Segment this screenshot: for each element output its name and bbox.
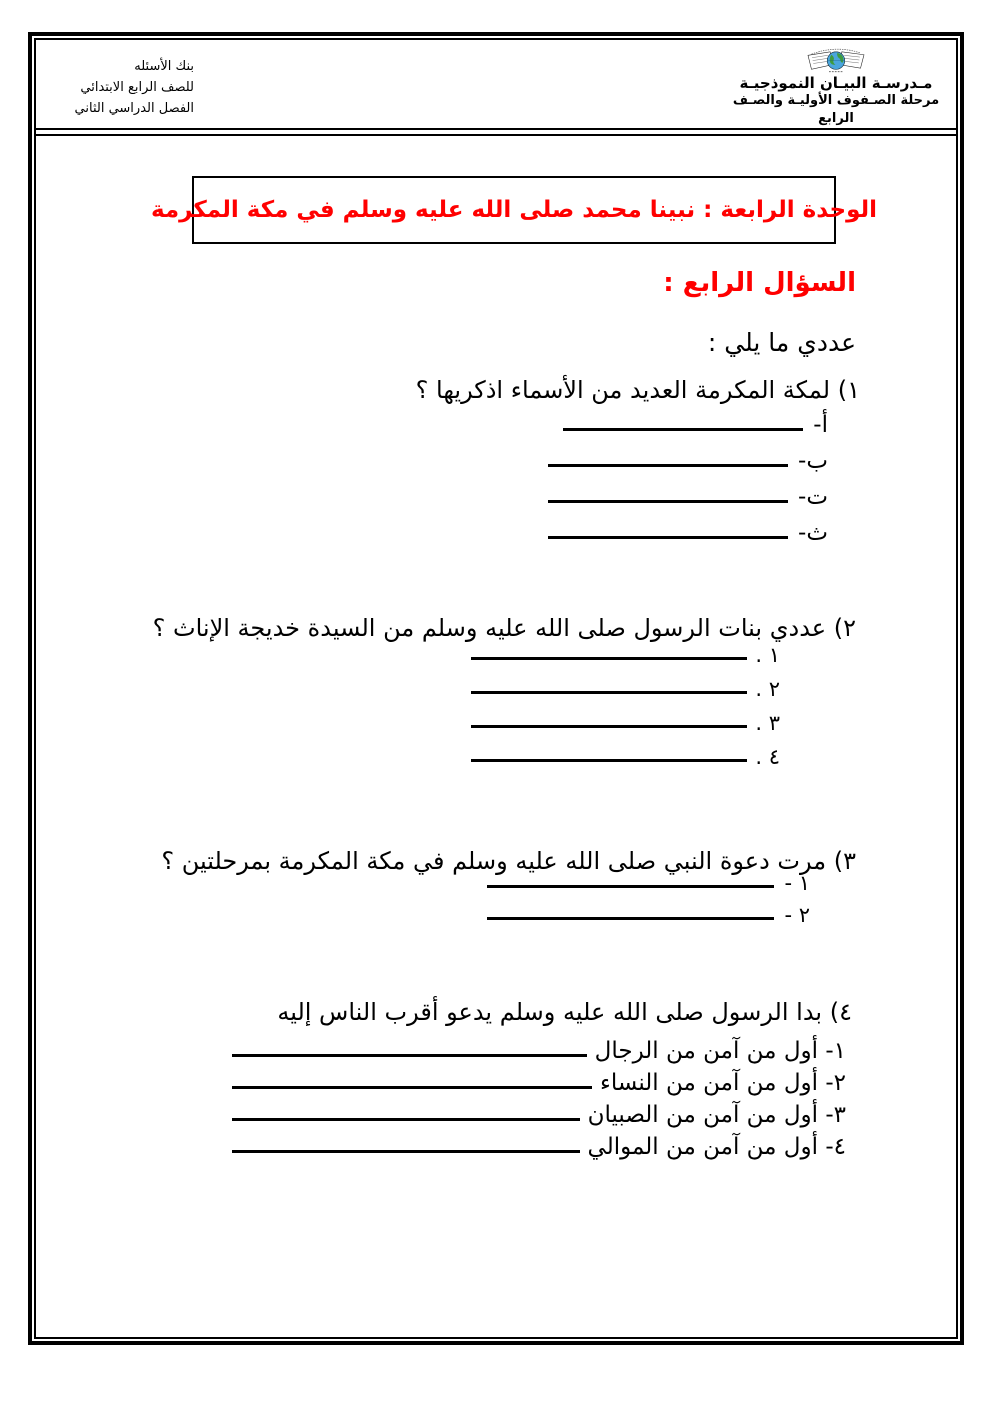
blank-row: [232, 1128, 846, 1160]
question-2-text: ٢) عددي بنات الرسول صلى الله عليه وسلم من السيدة خديجة الإناث ؟: [152, 614, 856, 642]
section-intro: عددي ما يلي :: [707, 328, 856, 357]
blank-label: أ-: [813, 412, 828, 438]
bank-line-2: للصف الرابع الابتدائي: [80, 80, 194, 95]
question-3-text: ٣) مرت دعوة النبي صلى الله عليه وسلم في مكة المكرمة بمرحلتين ؟: [161, 847, 856, 875]
page-header: [36, 40, 956, 130]
blank-row: [471, 667, 780, 701]
blank-row: [471, 735, 780, 769]
answer-line: [471, 759, 747, 762]
blank-row: [471, 633, 780, 667]
answer-line: [487, 885, 774, 888]
worksheet-body: [36, 134, 956, 1337]
item-label: ٤- أول من آمن من الموالي: [587, 1134, 846, 1160]
item-label: ١- أول من آمن من الرجال: [594, 1038, 846, 1064]
blank-label: ث-: [798, 520, 828, 546]
question-3-blanks: [487, 863, 810, 927]
unit-title: الوحدة الرابعة : نبينا محمد صلى الله عليه وسلم في مكة المكرمة: [150, 197, 878, 223]
blank-label: ٣ .: [755, 711, 780, 735]
item-label: ٢- أول من آمن من النساء: [600, 1070, 846, 1096]
item-label: ٣- أول من آمن من الصبيان: [587, 1102, 846, 1128]
question-2-blanks: [471, 633, 780, 769]
blank-row: [232, 1064, 846, 1096]
question-1-blanks: [548, 402, 828, 546]
blank-row: [548, 402, 828, 438]
blank-row: [232, 1096, 846, 1128]
answer-line: [563, 428, 803, 431]
answer-line: [232, 1150, 580, 1153]
blank-row: [548, 510, 828, 546]
answer-line: [548, 500, 788, 503]
blank-label: ١ -: [784, 871, 810, 895]
page-border: [28, 32, 964, 1345]
question-4-text: ٤) بدا الرسول صلى الله عليه وسلم يدعو أقرب الناس إليه: [277, 998, 852, 1026]
blank-label: ٢ -: [784, 903, 810, 927]
blank-row: [487, 895, 810, 927]
answer-line: [232, 1086, 592, 1089]
blank-label: ٢ .: [755, 677, 780, 701]
blank-row: [487, 863, 810, 895]
section-label: السؤال الرابع :: [663, 268, 856, 298]
answer-line: [232, 1054, 587, 1057]
answer-line: [548, 464, 788, 467]
school-stage: مرحلة الصـفوف الأوليـة والصـف الرابع: [732, 93, 940, 126]
answer-line: [548, 536, 788, 539]
school-block: [720, 46, 952, 128]
bank-line-1: بنك الأسئله: [134, 59, 194, 74]
blank-row: [232, 1032, 846, 1064]
blank-label: ١ .: [755, 643, 780, 667]
question-bank-info: [54, 56, 194, 128]
answer-line: [471, 657, 747, 660]
school-name: مـدرسـة البيـان النموذجيـة: [739, 74, 933, 92]
unit-title-box: [150, 176, 878, 244]
answer-line: [471, 691, 747, 694]
school-logo: [780, 46, 892, 74]
blank-row: [471, 701, 780, 735]
question-1-text: ١) لمكة المكرمة العديد من الأسماء اذكريها ؟: [415, 376, 860, 404]
answer-line: [232, 1118, 580, 1121]
answer-line: [471, 725, 747, 728]
page-inner-border: [34, 38, 958, 1339]
blank-row: [548, 474, 828, 510]
blank-label: ٤ .: [755, 745, 780, 769]
blank-label: ب-: [798, 448, 828, 474]
blank-label: ت-: [798, 484, 828, 510]
question-4-items: [232, 1032, 846, 1160]
answer-line: [487, 917, 774, 920]
blank-row: [548, 438, 828, 474]
bank-line-3: الفصل الدراسي الثاني: [74, 101, 194, 116]
